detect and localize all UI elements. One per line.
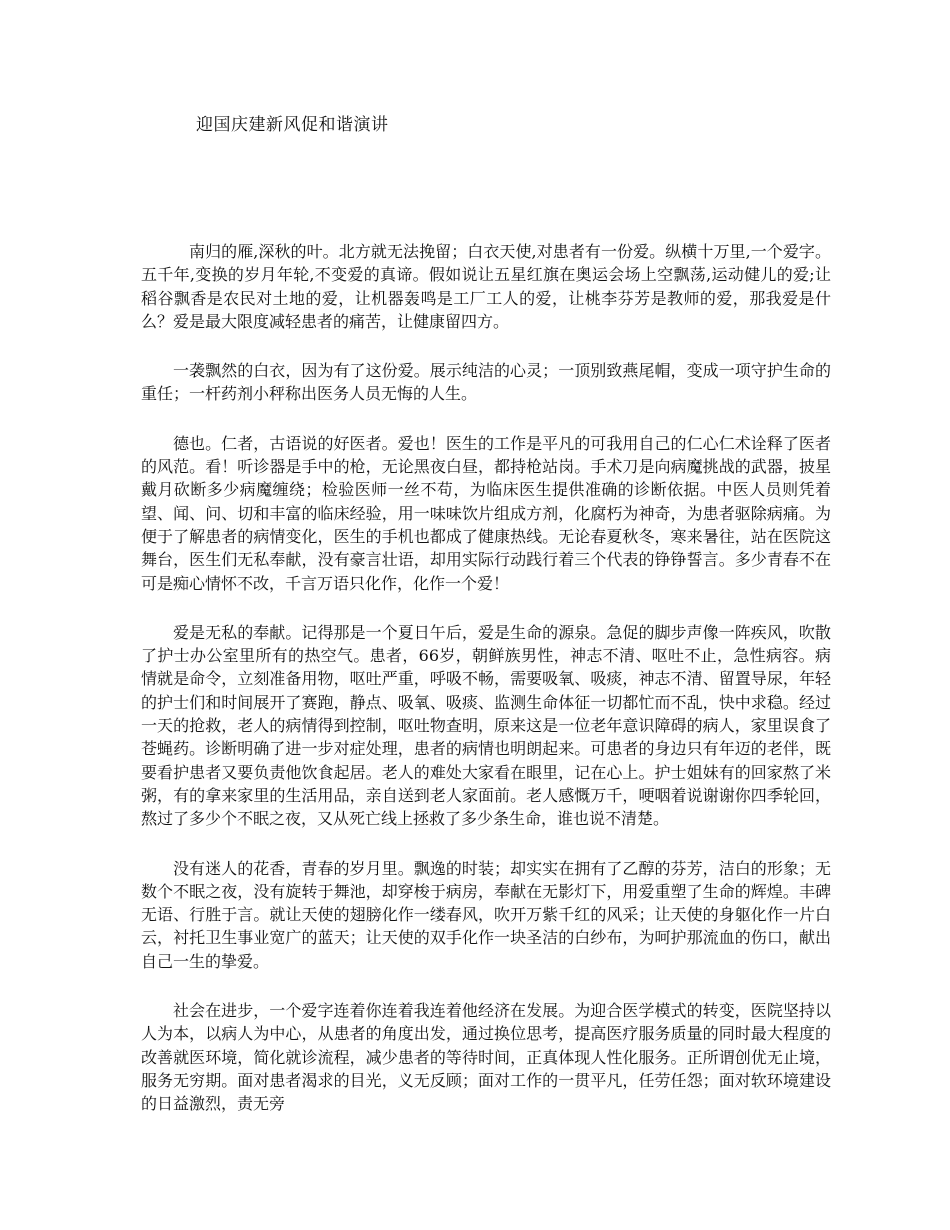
document-body [141,240,831,1142]
document-title: 迎国庆建新风促和谐演讲 [196,115,389,135]
paragraph-5: 没有迷人的花香，青春的岁月里。飘逸的时装；却实实在拥有了乙醇的芬芳，洁白的形象；无数个不眠之夜，没有旋转于舞池，却穿梭于病房，奉献在无影灯下，用爱重塑了生命的辉煌。丰碑无语、行胜于言。就让天使的翅膀化作一缕春风，吹开万紫千红的风采；让天使的身躯化作一片白云，衬托卫生事业宽广的蓝天；让天使的双手化作一块圣洁的白纱布，为呵护那流血的伤口，献出自己一生的挚爱。 [141,858,831,971]
paragraph-1: 南归的雁,深秋的叶。北方就无法挽留；白衣天使,对患者有一份爱。纵横十万里,一个爱字。五千年,变换的岁月年轮,不变爱的真谛。假如说让五星红旗在奥运会场上空飘荡,运动健儿的爱;让稻谷飘香是农民对土地的爱，让机器轰鸣是工厂工人的爱，让桃李芬芳是教师的爱，那我爱是什么？爱是最大限度减轻患者的痛苦，让健康留四方。 [141,242,831,331]
paragraph-4: 爱是无私的奉献。记得那是一个夏日午后，爱是生命的源泉。急促的脚步声像一阵疾风，吹散了护士办公室里所有的热空气。患者，66岁，朝鲜族男性，神志不清、呕吐不止，急性病容。病情就是命令，立刻准备用物，呕吐严重，呼吸不畅，需要吸氧、吸痰，神志不清、留置导尿，年轻的护士们和时间展开了赛跑，静点、吸氧、吸痰、监测生命体征一切都忙而不乱，快中求稳。经过一天的抢救，老人的病情得到控制，呕吐物查明，原来这是一位老年意识障碍的病人，家里误食了苍蝇药。诊断明确了进一步对症处理，患者的病情也明朗起来。可患者的身边只有年迈的老伴，既要看护患者又要负责他饮食起居。老人的难处大家看在眼里，记在心上。护士姐妹有的回家熬了米粥，有的拿来家里的生活用品，亲自送到老人家面前。老人感慨万千，哽咽着说谢谢你四季轮回，熬过了多少个不眠之夜，又从死亡线上拯救了多少条生命，谁也说不清楚。 [141,622,831,829]
paragraph-3: 德也。仁者，古语说的好医者。爱也！医生的工作是平凡的可我用自己的仁心仁术诠释了医者的风范。看！听诊器是手中的枪，无论黑夜白昼，都持枪站岗。手术刀是向病魔挑战的武器，披星戴月砍断多少病魔缠绕；检验医师一丝不苟，为临床医生提供准确的诊断依据。中医人员则凭着望、闻、问、切和丰富的临床经验，用一味味饮片组成方剂，化腐朽为神奇，为患者驱除病痛。为便于了解患者的病情变化，医生的手机也都成了健康热线。无论春夏秋冬，寒来暑往，站在医院这舞台，医生们无私奉献，没有豪言壮语，却用实际行动践行着三个代表的铮铮誓言。多少青春不在可是痴心情怀不改，千言万语只化作，化作一个爱！ [141,433,831,593]
paragraph-6: 社会在进步，一个爱字连着你连着我连着他经济在发展。为迎合医学模式的转变，医院坚持以人为本，以病人为中心，从患者的角度出发，通过换位思考，提高医疗服务质量的同时最大程度的改善就医环境，简化就诊流程，减少患者的等待时间，正真体现人性化服务。正所谓创优无止境，服务无穷期。面对患者渴求的目光，义无反顾；面对工作的一贯平凡，任劳任怨；面对软环境建设的日益激烈，责无旁 [141,1001,831,1114]
paragraph-2: 一袭飘然的白衣，因为有了这份爱。展示纯洁的心灵；一顶别致燕尾帽，变成一项守护生命的重任；一杆药剂小秤称出医务人员无悔的人生。 [141,361,831,404]
